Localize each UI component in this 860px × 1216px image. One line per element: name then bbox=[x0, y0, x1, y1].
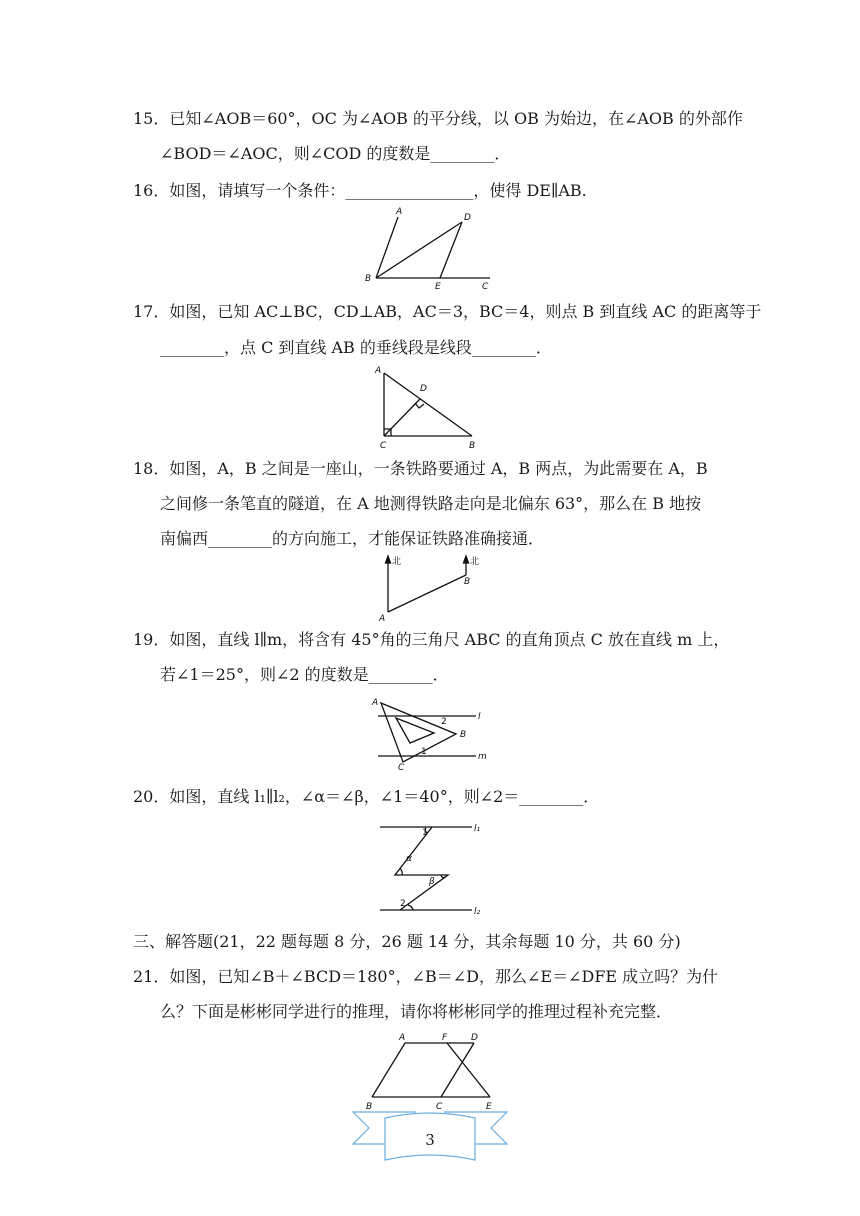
q19-line-1: 19．如图，直线 l∥m，将含有 45°角的三角尺 ABC 的直角顶点 C 放在直线 m 上， bbox=[133, 630, 730, 649]
q16-label-c: C bbox=[482, 282, 489, 292]
q19-label-a: A bbox=[372, 698, 379, 708]
q21-label-b: B bbox=[366, 1102, 373, 1112]
q17-label-b: B bbox=[469, 441, 476, 451]
q16-label-d: D bbox=[464, 213, 471, 223]
q17-label-a: A bbox=[375, 366, 382, 376]
q20-label-beta: β bbox=[429, 877, 435, 887]
q18-label-a: A bbox=[379, 614, 386, 624]
q15-line-2: ∠BOD＝∠AOC，则∠COD 的度数是________． bbox=[160, 144, 511, 163]
q20-label-l1: l₁ bbox=[474, 824, 481, 834]
q19-label-c: C bbox=[398, 763, 405, 773]
q20-label-2: 2 bbox=[400, 899, 406, 909]
page-number: 3 bbox=[425, 1131, 435, 1149]
q17-figure bbox=[372, 363, 482, 451]
q19-line-2: 若∠1＝25°，则∠2 的度数是________． bbox=[160, 665, 449, 684]
section-title: 三、解答题(21，22 题每题 8 分，26 题 14 分，其余每题 10 分，共 60 分) bbox=[133, 932, 681, 951]
q21-line-1: 21．如图，已知∠B＋∠BCD＝180°，∠B＝∠D，那么∠E＝∠DFE 成立吗？为什 bbox=[133, 967, 719, 986]
q20-line-1: 20．如图，直线 l₁∥l₂，∠α＝∠β，∠1＝40°，则∠2＝________． bbox=[133, 787, 600, 806]
q20-label-l2: l₂ bbox=[474, 907, 481, 917]
q18-label-north-b: 北 bbox=[470, 557, 480, 567]
q16-label-a: A bbox=[396, 207, 403, 217]
q21-figure bbox=[360, 1030, 505, 1114]
q21-label-c: C bbox=[436, 1102, 443, 1112]
q15-line-1: 15．已知∠AOB＝60°，OC 为∠AOB 的平分线，以 OB 为始边，在∠AOB 的外部作 bbox=[133, 109, 743, 128]
q18-label-b: B bbox=[464, 577, 471, 587]
q19-label-l: l bbox=[478, 712, 481, 722]
q21-label-d: D bbox=[471, 1033, 478, 1043]
q21-label-a: A bbox=[399, 1033, 406, 1043]
q18-figure bbox=[376, 550, 486, 624]
q16-label-e: E bbox=[435, 282, 441, 292]
q21-label-f: F bbox=[442, 1033, 448, 1043]
q18-line-3: 南偏西________的方向施工，才能保证铁路准确接通． bbox=[160, 529, 545, 548]
q20-figure bbox=[372, 818, 492, 924]
q19-label-1: 1 bbox=[421, 747, 427, 757]
q19-label-m: m bbox=[478, 752, 487, 762]
q18-line-1: 18．如图，A，B 之间是一座山，一条铁路要通过 A，B 两点，为此需要在 A，B bbox=[133, 459, 708, 478]
q17-line-1: 17．如图，已知 AC⊥BC，CD⊥AB，AC＝3，BC＝4，则点 B 到直线 AC 的距离等于 bbox=[133, 302, 762, 321]
q17-label-c: C bbox=[380, 441, 387, 451]
q21-label-e: E bbox=[486, 1102, 492, 1112]
q16-label-b: B bbox=[365, 274, 372, 284]
q19-label-b: B bbox=[460, 730, 467, 740]
q20-label-1: 1 bbox=[422, 828, 428, 838]
q19-label-2: 2 bbox=[441, 717, 447, 727]
q18-line-2: 之间修一条笔直的隧道，在 A 地测得铁路走向是北偏东 63°，那么在 B 地按 bbox=[160, 494, 702, 513]
q19-figure bbox=[368, 693, 493, 775]
q16-line-1: 16．如图，请填写一个条件：________________，使得 DE∥AB. bbox=[133, 181, 587, 200]
q18-label-north-a: 北 bbox=[392, 557, 402, 567]
q17-label-d: D bbox=[420, 384, 427, 394]
q17-line-2: ________，点 C 到直线 AB 的垂线段是线段________． bbox=[160, 338, 552, 357]
q16-figure bbox=[362, 205, 502, 291]
q21-line-2: 么？下面是彬彬同学进行的推理，请你将彬彬同学的推理过程补充完整． bbox=[160, 1002, 673, 1021]
q20-label-alpha: α bbox=[406, 854, 412, 864]
